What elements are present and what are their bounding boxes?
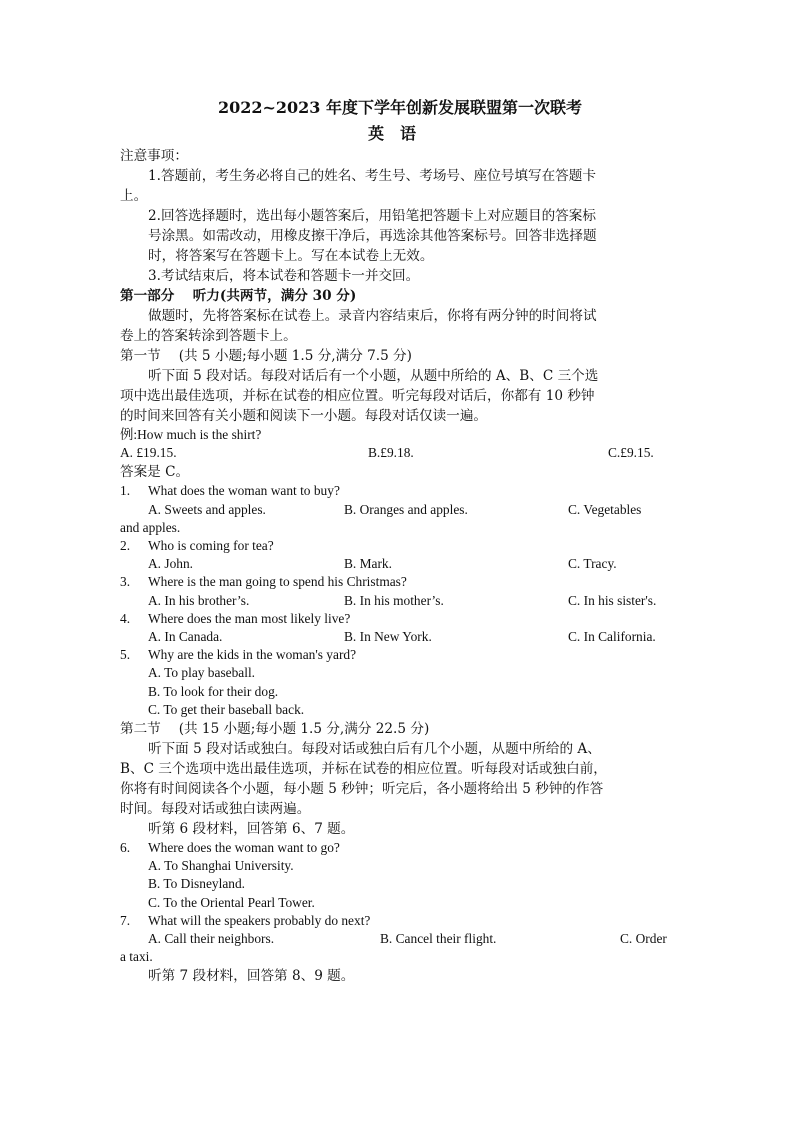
section2-heading: 第二节 (共 15 小题;每小题 1.5 分,满分 22.5 分)	[120, 721, 430, 738]
option-a: A. In his brother’s.	[148, 592, 250, 608]
option-a: A. In Canada.	[148, 629, 223, 645]
part1-intro-b: 卷上的答案转涂到答题卡上。	[120, 328, 297, 344]
question-text: Where does the man most likely live?	[148, 610, 351, 626]
exam-title: 2022~2023 年度下学年创新发展联盟第一次联考	[217, 98, 583, 117]
option-b: B. Oranges and apples.	[344, 501, 468, 517]
option-b: B. To look for their dog.	[148, 683, 279, 699]
option-a: A. John.	[148, 556, 194, 572]
example-option-b: B.£9.18.	[368, 445, 414, 461]
option-c: C. In his sister's.	[568, 592, 657, 608]
option-b: B. In New York.	[344, 629, 432, 645]
question-text: Where does the woman want to go?	[148, 840, 340, 856]
section1-intro-a: 听下面 5 段对话。每段对话后有一个小题，从题中所给的 A、B、C 三个选	[148, 368, 599, 384]
question-1-options	[120, 501, 680, 519]
subject-title: 英语	[367, 124, 432, 143]
notice-item-2a: 2.回答选择题时，选出每小题答案后，用铅笔把答题卡上对应题目的答案标	[148, 208, 596, 224]
question-6	[120, 839, 680, 857]
question-7-options	[120, 930, 680, 948]
question-text: What does the woman want to buy?	[148, 483, 340, 499]
question-3-options	[120, 592, 680, 610]
question-5	[120, 646, 680, 664]
option-b: B. Cancel their flight.	[380, 931, 497, 947]
example-options	[120, 444, 680, 462]
question-text: What will the speakers probably do next?	[148, 912, 371, 928]
question-number: 5.	[120, 647, 131, 663]
option-c: C. To the Oriental Pearl Tower.	[148, 894, 315, 910]
question-4-options	[120, 628, 680, 646]
section1-intro-b: 项中选出最佳选项，并标在试卷的相应位置。听完每段对话后，你都有 10 秒钟	[120, 388, 595, 404]
question-4	[120, 610, 680, 628]
notice-item-1b: 上。	[120, 188, 148, 204]
section2-intro-c: 你将有时间阅读各个小题，每小题 5 秒钟；听完后，各小题将给出 5 秒钟的作答	[120, 781, 604, 798]
option-c-continued: a taxi.	[120, 949, 153, 965]
notice-heading: 注意事项：	[120, 148, 188, 164]
question-number: 3.	[120, 574, 131, 590]
notice-item-1a: 1.答题前，考生务必将自己的姓名、考生号、考场号、座位号填写在答题卡	[148, 168, 596, 184]
question-1	[120, 482, 680, 500]
option-c: C. Vegetables	[568, 501, 642, 517]
question-2-options	[120, 555, 680, 573]
part1-heading: 第一部分 听力(共两节，满分 30 分)	[120, 288, 357, 304]
question-number: 1.	[120, 483, 131, 499]
section2-intro-b: B、C 三个选项中选出最佳选项，并标在试卷的相应位置。听每段对话或独白前，	[120, 761, 607, 778]
part1-intro-a: 做题时，先将答案标在试卷上。录音内容结束后，你将有两分钟的时间将试	[148, 308, 597, 324]
section2-intro-a: 听下面 5 段对话或独白。每段对话或独白后有几个小题，从题中所给的 A、	[148, 741, 601, 758]
question-number: 6.	[120, 840, 131, 856]
section1-heading: 第一节 (共 5 小题;每小题 1.5 分,满分 7.5 分)	[120, 348, 412, 364]
notice-item-2b: 号涂黑。如需改动，用橡皮擦干净后，再选涂其他答案标号。回答非选择题	[148, 228, 597, 244]
exam-page	[120, 96, 680, 986]
option-a: A. Sweets and apples.	[148, 501, 266, 517]
option-b: B. Mark.	[344, 556, 392, 572]
question-7	[120, 912, 680, 930]
example-question: 例:How much is the shirt?	[120, 427, 262, 442]
option-c: C. In California.	[568, 629, 656, 645]
option-a: A. Call their neighbors.	[148, 931, 275, 947]
section1-intro-c: 的时间来回答有关小题和阅读下一小题。每段对话仅读一遍。	[120, 408, 488, 424]
question-2	[120, 537, 680, 555]
question-text: Who is coming for tea?	[148, 538, 274, 554]
question-number: 2.	[120, 538, 131, 554]
question-3	[120, 573, 680, 591]
option-c-continued: and apples.	[120, 519, 181, 535]
option-c: C. Order	[620, 931, 667, 947]
material-6-instruction: 听第 6 段材料，回答第 6、7 题。	[148, 821, 355, 838]
option-b: B. In his mother’s.	[344, 592, 444, 608]
option-c: C. Tracy.	[568, 556, 617, 572]
question-text: Where is the man going to spend his Christmas?	[148, 574, 407, 590]
question-text: Why are the kids in the woman's yard?	[148, 647, 357, 663]
example-option-c: C.£9.15.	[608, 445, 654, 461]
question-number: 7.	[120, 912, 131, 928]
notice-item-3: 3.考试结束后，将本试卷和答题卡一并交回。	[148, 268, 420, 284]
option-b: B. To Disneyland.	[148, 876, 246, 892]
material-7-instruction: 听第 7 段材料，回答第 8、9 题。	[148, 968, 355, 985]
example-answer: 答案是 C。	[120, 464, 190, 481]
option-c: C. To get their baseball back.	[148, 701, 305, 717]
notice-item-2c: 时，将答案写在答题卡上。写在本试卷上无效。	[148, 248, 434, 264]
question-number: 4.	[120, 610, 131, 626]
example-option-a: A. £19.15.	[120, 445, 177, 461]
section2-intro-d: 时间。每段对话或独白读两遍。	[120, 801, 311, 818]
option-a: A. To Shanghai University.	[148, 858, 294, 874]
option-a: A. To play baseball.	[148, 665, 256, 681]
